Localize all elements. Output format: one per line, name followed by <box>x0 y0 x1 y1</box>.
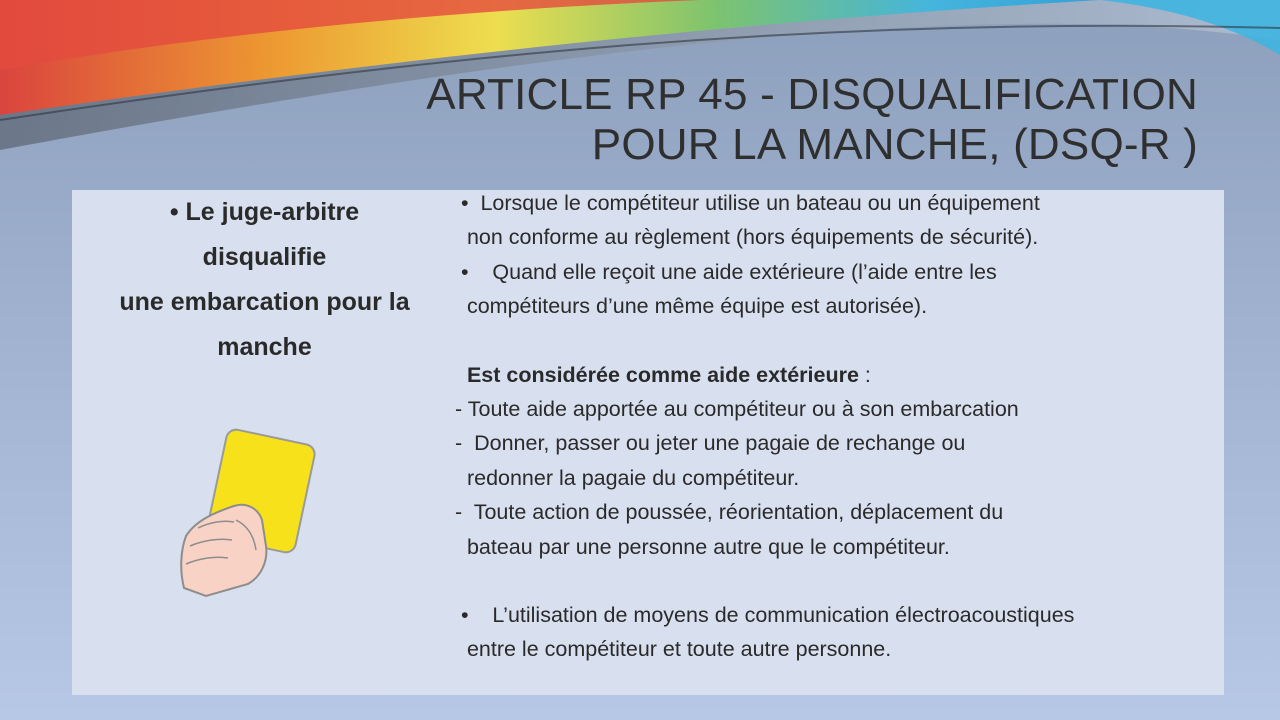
left-line-4: manche <box>217 333 312 361</box>
aide-line-2: - Donner, passer ou jeter une pagaie de rechange ou <box>455 431 966 456</box>
aide-line-4: - Toute action de poussée, réorientation, déplacement du <box>455 500 1004 525</box>
left-line-3: une embarcation pour la <box>119 288 410 316</box>
title-line-1: ARTICLE RP 45 - DISQUALIFICATION <box>426 70 1198 119</box>
left-line-2: disqualifie <box>202 243 327 271</box>
rule-line-1: • Lorsque le compétiteur utilise un bateau ou un équipement <box>455 191 1040 215</box>
aide-line-5: bateau par une personne autre que le compétiteur. <box>455 534 950 559</box>
left-summary <box>92 190 437 370</box>
aide-heading-line <box>455 358 1215 392</box>
page-title <box>298 70 1198 170</box>
yellow-card-in-hand-illustration <box>176 428 324 600</box>
left-line-1: • Le juge-arbitre <box>169 198 360 226</box>
final-line-2: entre le compétiteur et toute autre personne. <box>455 637 892 662</box>
rule-line-4: compétiteurs d’une même équipe est autorisée). <box>455 294 928 319</box>
rule-line-3: • Quand elle reçoit une aide extérieure (l’aide entre les <box>455 259 997 284</box>
rule-line-2: non conforme au règlement (hors équipements de sécurité). <box>455 225 1039 250</box>
aide-line-1: - Toute aide apportée au compétiteur ou à son embarcation <box>455 397 1019 422</box>
aide-line-3: redonner la pagaie du compétiteur. <box>455 465 800 490</box>
rules-text <box>455 186 1215 667</box>
title-line-2: POUR LA MANCHE, (DSQ-R ) <box>591 120 1198 169</box>
final-line-1: • L’utilisation de moyens de communication électroacoustiques <box>455 603 1075 628</box>
aide-heading: Est considérée comme aide extérieure <box>466 362 859 387</box>
aide-colon: : <box>858 362 871 387</box>
